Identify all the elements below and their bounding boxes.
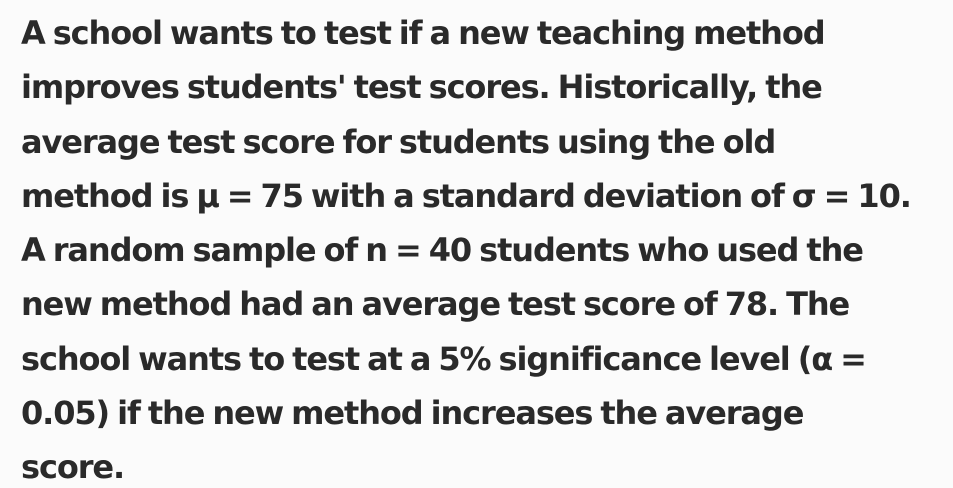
problem-line-6: new method had an average test score of 78. The [21, 285, 850, 324]
problem-line-3: average test score for students using the old [21, 122, 776, 161]
problem-line-4: method is μ = 75 with a standard deviation of σ = 10. [21, 176, 911, 215]
problem-statement [21, 6, 946, 488]
problem-line-5: A random sample of n = 40 students who used the [21, 231, 863, 270]
problem-line-9: score. [21, 448, 125, 487]
problem-line-1: A school wants to test if a new teaching method [21, 14, 825, 52]
problem-line-7: school wants to test at a 5% significance level (α = [21, 339, 866, 378]
problem-line-2: improves students' test scores. Historically, the [21, 68, 822, 107]
problem-line-8: 0.05) if the new method increases the average [21, 394, 804, 433]
